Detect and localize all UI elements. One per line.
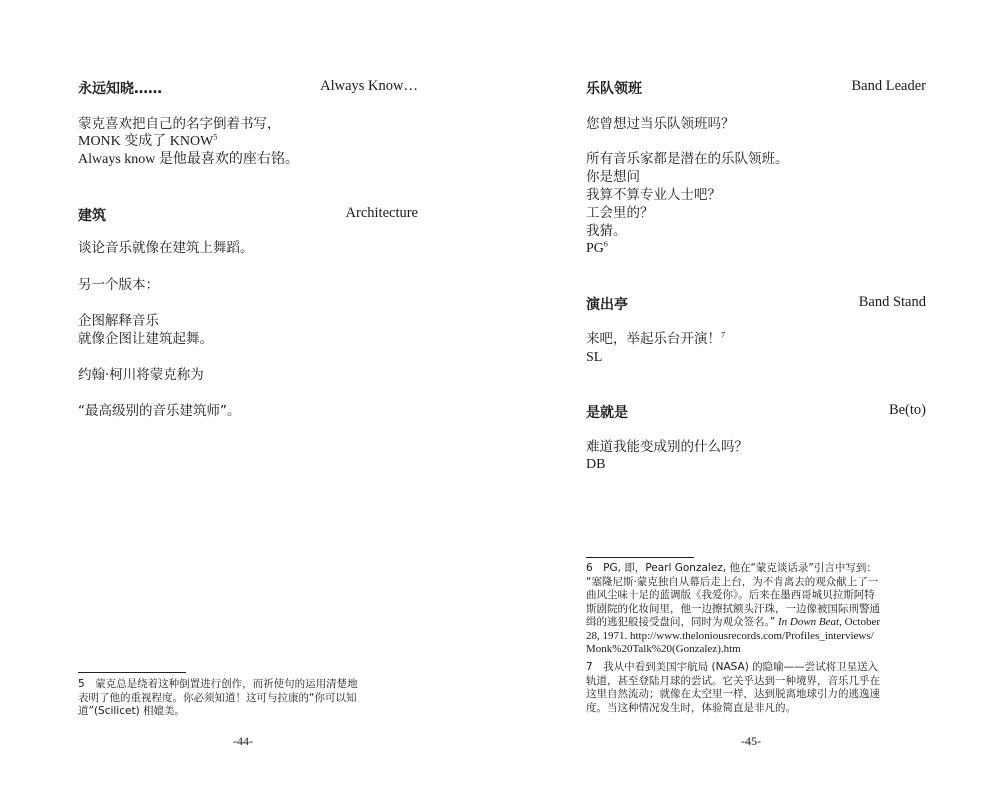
text-line: 蒙克喜欢把自己的名字倒着书写， bbox=[78, 116, 281, 132]
footnote-ref: 5 bbox=[213, 132, 218, 142]
paragraph: 您曾想过当乐队领班吗？ bbox=[586, 116, 735, 132]
citation-title: Down Beat bbox=[789, 616, 840, 628]
signature: PG bbox=[586, 241, 604, 256]
text-run: MONK 变成了 KNOW bbox=[78, 134, 214, 149]
text-run: 缉的逃犯般接受盘问，同时为观众签名。” bbox=[586, 616, 776, 628]
footnote-line: 道”(Scilicet) 相媲美。 bbox=[78, 705, 186, 717]
footnote-line: 曲风尘味十足的蓝调版《我爱你》。后来在墨西哥城贝拉斯阿特 bbox=[586, 589, 875, 601]
text-line bbox=[586, 330, 926, 349]
heading-english: Band Leader bbox=[851, 78, 926, 94]
text-line: 就像企图让建筑起舞。 bbox=[78, 331, 213, 347]
text-line: 企图解释音乐 bbox=[78, 313, 159, 329]
footnote-rule bbox=[586, 557, 694, 558]
citation-in: In bbox=[777, 616, 788, 628]
footnote-line: 5 蒙克总是绕着这种倒置进行创作，而祈使句的运用清楚地 bbox=[78, 678, 358, 690]
text-line: 你是想问 bbox=[586, 169, 640, 185]
signature: DB bbox=[586, 457, 606, 472]
heading-chinese: 建筑 bbox=[78, 208, 106, 224]
heading-chinese: 演出亭 bbox=[586, 297, 628, 313]
footnote-line: 度。当这种情况发生时，体验简直是非凡的。 bbox=[586, 701, 796, 714]
footnote-line: 斯剧院的化妆间里，他一边擦拭额头汗珠，一边像被国际刑警通 bbox=[586, 602, 880, 615]
heading-chinese: 永远知晓…… bbox=[78, 81, 162, 97]
text-line: 工会里的？ bbox=[586, 205, 654, 221]
entry-heading bbox=[586, 78, 926, 100]
footnote-rule bbox=[78, 672, 186, 673]
footnote-line: 这里自然流动；就像在太空里一样，达到脱离地球引力的逃逸速 bbox=[586, 688, 880, 700]
text-line: 我猜。 bbox=[586, 223, 627, 239]
footnote-line: “塞隆尼斯·蒙克独自从幕后走上台，为不肯离去的观众献上了一 bbox=[586, 575, 879, 588]
footnote-ref: 7 bbox=[721, 330, 725, 340]
left-page bbox=[78, 0, 418, 790]
footnote-5 bbox=[78, 678, 418, 719]
page-number: -44- bbox=[233, 734, 253, 748]
paragraph: 另一个版本： bbox=[78, 277, 159, 293]
footnote-7 bbox=[586, 661, 926, 715]
heading-english: Band Stand bbox=[858, 294, 926, 310]
entry-body bbox=[78, 115, 418, 169]
signature: SL bbox=[586, 350, 603, 365]
paragraph bbox=[586, 330, 926, 367]
footnote-line: 7 我从中看到美国宇航局 (NASA) 的隐喻——尝试将卫星送入 bbox=[586, 661, 879, 673]
page-number: -45- bbox=[741, 734, 761, 748]
heading-english: Always Know… bbox=[320, 78, 418, 94]
footnote-line: 28, 1971. http://www.theloniousrecords.com/Profiles_interviews/ bbox=[586, 629, 874, 642]
paragraph bbox=[586, 150, 926, 258]
entry-heading bbox=[586, 402, 926, 424]
text-line: 所有音乐家都是潜在的乐队领班。 bbox=[586, 151, 789, 167]
paragraph bbox=[78, 312, 418, 348]
text-line: 我算不算专业人士吧？ bbox=[586, 187, 721, 203]
text-run: 来吧，举起乐台开演！ bbox=[586, 331, 721, 347]
right-page bbox=[586, 0, 926, 790]
footnote-line: Monk%20Talk%20(Gonzalez).htm bbox=[586, 643, 741, 655]
footnote-6 bbox=[586, 562, 926, 657]
signature-line bbox=[586, 240, 926, 258]
entry-heading bbox=[78, 78, 418, 100]
footnote-ref: 6 bbox=[603, 239, 608, 249]
text-line: 难道我能变成别的什么吗？ bbox=[586, 439, 748, 455]
paragraph: 谈论音乐就像在建筑上舞蹈。 bbox=[78, 240, 254, 256]
paragraph bbox=[586, 438, 926, 474]
heading-english: Architecture bbox=[345, 205, 418, 221]
paragraph: “最高级别的音乐建筑师”。 bbox=[78, 403, 241, 419]
heading-english: Be(to) bbox=[888, 402, 926, 418]
entry-heading bbox=[586, 294, 926, 316]
text-line: Always know 是他最喜欢的座右铭。 bbox=[78, 152, 299, 167]
text-line bbox=[78, 133, 418, 151]
paragraph: 约翰·柯川将蒙克称为 bbox=[78, 367, 204, 383]
entry-heading bbox=[78, 205, 418, 227]
footnote-line: 表明了他的重视程度。你必须知道！这可与拉康的“你可以知 bbox=[78, 691, 357, 704]
heading-chinese: 乐队领班 bbox=[586, 81, 642, 97]
heading-chinese: 是就是 bbox=[586, 405, 628, 421]
footnote-line: 轨道，甚至登陆月球的尝试。它关乎达到一种境界，音乐几乎在 bbox=[586, 674, 880, 687]
citation-tail: , October bbox=[839, 616, 881, 628]
footnote-line bbox=[586, 616, 926, 630]
footnote-line: 6 PG, 即，Pearl Gonzalez, 他在“蒙克谈话录”引言中写到： bbox=[586, 562, 877, 574]
